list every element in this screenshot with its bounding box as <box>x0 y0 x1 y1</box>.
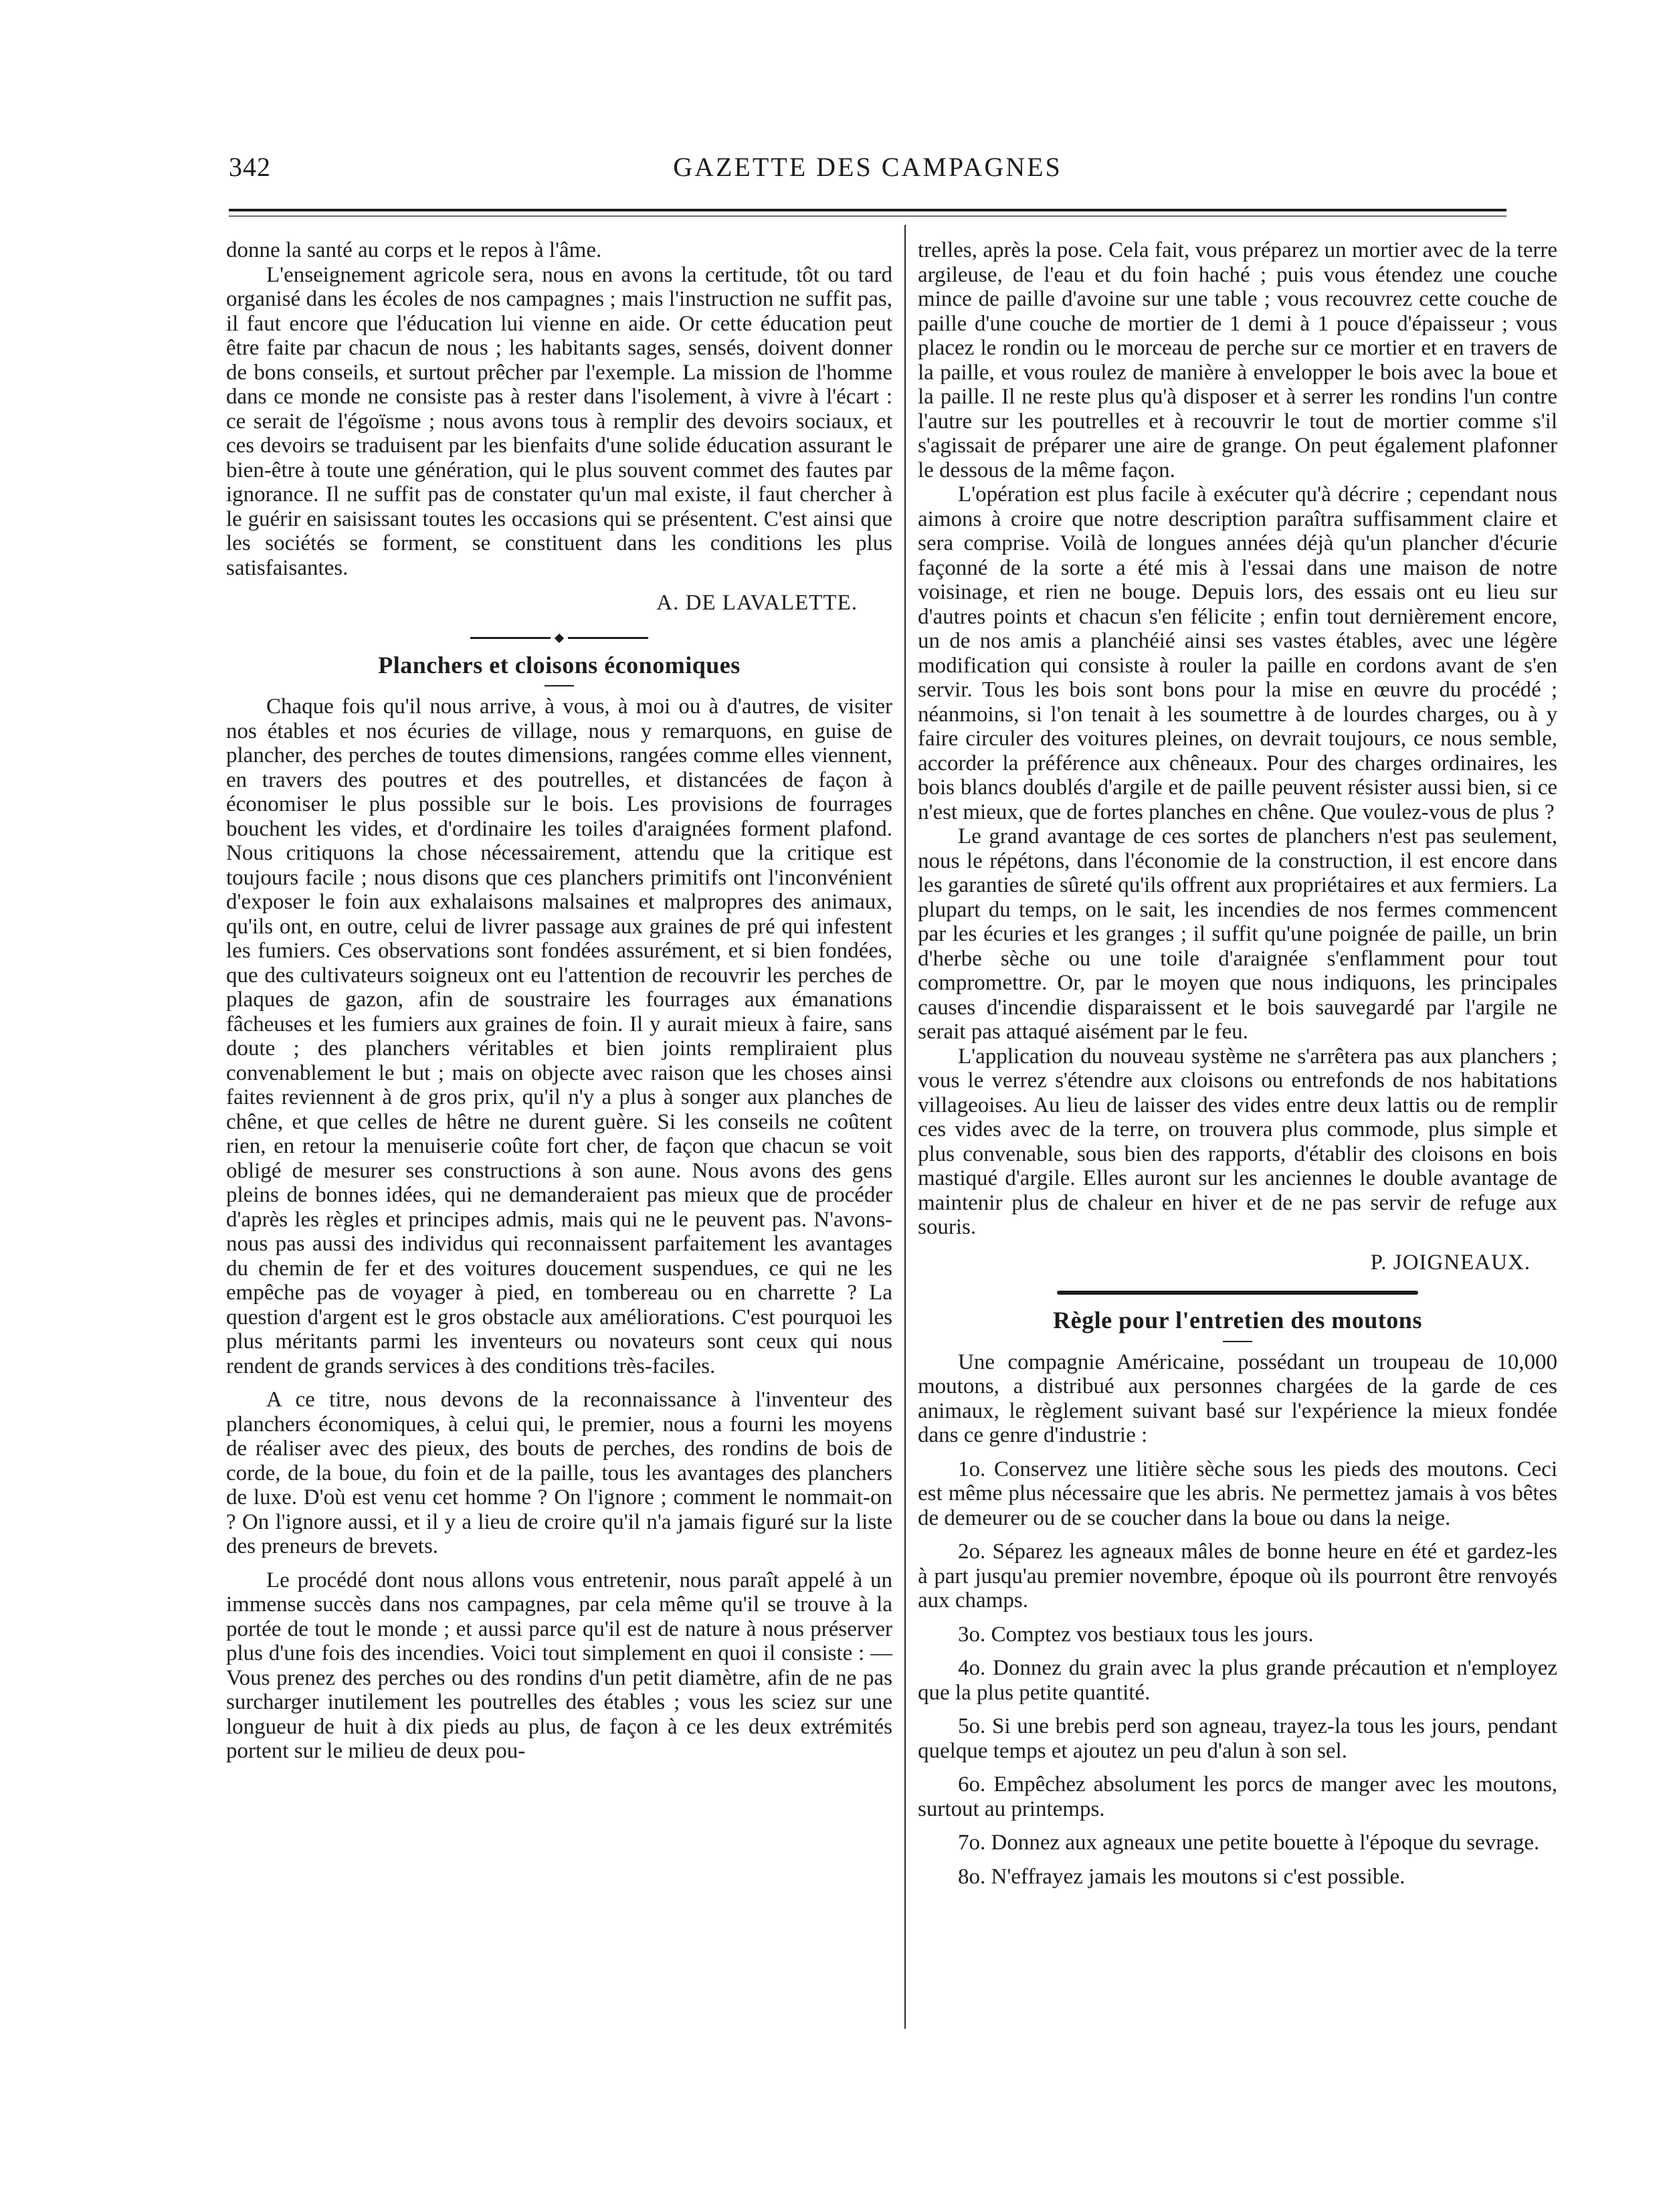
section-rule <box>1057 1291 1418 1295</box>
paragraph: Le procédé dont nous allons vous entretenir, nous paraît appelé à un immense succès dans nos campagnes, par cela même qu'il se trouve à la portée de tout le monde ; et aussi parce qu'il est de nature à nous préserver plus d'une fois des incendies. Voici tout simplement en quoi il consiste : — Vous prenez des perches ou des rondins d'un petit diamètre, afin de ne pas surcharger inutilement les poutrelles des étables ; vous les sciez sur une longueur de huit à dix pieds au plus, de façon à ce les deux extrémités portent sur le milieu de deux pou- <box>226 1568 892 1763</box>
rule-item: 1o. Conservez une litière sèche sous les pieds des moutons. Ceci est même plus nécessaire que les abris. Ne permettez jamais à vos bêtes de demeurer ou de se coucher dans la boue ou dans la neige. <box>918 1457 1557 1530</box>
section-ornament <box>226 633 892 644</box>
paragraph: A ce titre, nous devons de la reconnaissance à l'inventeur des planchers économiques, à celui qui, le premier, nous a fourni les moyens de réaliser avec des pieux, des bouts de perches, des rondins de bois de corde, de la boue, du foin et de la paille, tous les avantages des planchers de luxe. D'où est venu cet homme ? On l'ignore ; comment le nommait-on ? On l'ignore aussi, et il y a lieu de croire qu'il n'a jamais figuré sur la liste des preneurs de brevets. <box>226 1388 892 1558</box>
rule-item: 6o. Empêchez absolument les porcs de manger avec les moutons, surtout au printemps. <box>918 1772 1557 1821</box>
rule-item: 8o. N'effrayez jamais les moutons si c'est possible. <box>958 1864 1405 1889</box>
header-rule <box>229 209 1506 211</box>
paragraph: L'enseignement agricole sera, nous en avons la certitude, tôt ou tard organisé dans les écoles de nos campagnes ; mais l'instruction ne suffit pas, il faut encore que l'éducation lui vienne en aide. Or cette éducation peut être faite par chacun de nous ; les habitants sages, sensés, doivent donner de bons conseils, et surtout prêcher par l'exemple. La mission de l'homme dans ce monde ne consiste pas à rester dans l'isolement, à vivre à l'écart : ce serait de l'égoïsme ; nous avons tous à remplir des devoirs sociaux, et ces devoirs se traduisent par les bienfaits d'une solide éducation assurant le bien-être à toute une génération, qui le plus souvent commet des fautes par ignorance. Il ne suffit pas de constater qu'un mal existe, il faut chercher à le guérir en saisissant toutes les occasions qui se présentent. C'est ainsi que les sociétés se forment, se constituent dans les conditions les plus satisfaisantes. <box>226 262 892 580</box>
author-signature: A. DE LAVALETTE. <box>656 591 858 615</box>
page-header <box>229 151 1506 191</box>
rule-item: 5o. Si une brebis perd son agneau, trayez-la tous les jours, pendant quelque temps et ajoutez un peu d'alun à son sel. <box>918 1714 1557 1763</box>
rule-item: 2o. Séparez les agneaux mâles de bonne heure en été et gardez-les à part jusqu'au premier novembre, époque où ils pourront être renvoyés aux champs. <box>918 1540 1557 1612</box>
paragraph: Une compagnie Américaine, possédant un troupeau de 10,000 moutons, a distribué aux personnes chargées de la garde de ces animaux, le règlement suivant basé sur l'expérience la mieux fondée dans ce genre d'industrie : <box>918 1350 1557 1447</box>
paragraph: L'application du nouveau système ne s'arrêtera pas aux planchers ; vous le verrez s'étendre aux cloisons ou entrefonds de nos habitations villageoises. Au lieu de laisser des vides entre deux lattis ou de remplir ces vides avec de la terre, on trouvera plus commode, plus simple et plus convenable, sous bien des rapports, d'établir des cloisons en bois mastiqué d'argile. Elles auront sur les anciennes le double avantage de maintenir plus de chaleur en hiver et de ne pas servir de refuge aux souris. <box>918 1044 1557 1239</box>
right-column <box>918 238 1557 1889</box>
paragraph: L'opération est plus facile à exécuter qu'à décrire ; cependant nous aimons à croire que notre description paraîtra suffisamment claire et sera comprise. Voilà de longues années déjà qu'un plancher d'écurie façonné de la sorte a été mis à l'essai dans une maison de notre voisinage, et rien ne bouge. Depuis lors, des essais ont eu lieu sur d'autres points et chacun s'en félicite ; enfin tout dernièrement encore, un de nos amis a planchéié ainsi ses vastes étables, avec une légère modification qui consiste à rouler la paille en cordons avant de s'en servir. Tous les bois sont bons pour la mise en œuvre du procédé ; néanmoins, si l'on tenait à les soumettre à de lourdes charges, ou à y faire circuler des voitures pleines, on devrait toujours, ce nous semble, accorder la préférence aux chêneaux. Pour des charges ordinaires, les bois blancs doublés d'argile et de paille peuvent résister aussi bien, si ce n'est mieux, que de fortes planches en chêne. Que voulez-vous de plus ? <box>918 482 1557 824</box>
section-title: Planchers et cloisons économiques <box>378 651 741 678</box>
column-divider <box>904 225 906 2029</box>
left-column <box>226 238 892 1764</box>
running-title: GAZETTE DES CAMPAGNES <box>673 152 1062 182</box>
author-signature: P. JOIGNEAUX. <box>1370 1250 1531 1275</box>
header-rule-thin <box>229 215 1506 217</box>
rule-item: 3o. Comptez vos bestiaux tous les jours. <box>958 1622 1314 1647</box>
page-number: 342 <box>229 152 271 182</box>
paragraph: Le grand avantage de ces sortes de planchers n'est pas seulement, nous le répétons, dans l'économie de la construction, il est encore dans les garanties de sûreté qu'ils offrent aux propriétaires et aux fermiers. La plupart du temps, on le sait, les incendies de nos fermes commencent par les écuries et les granges ; il suffit qu'une poignée de paille, un brin d'herbe sèche ou une toile d'araignée s'enflamment pour tout compromettre. Or, par le moyen que nous indiquons, les principales causes d'incendie disparaissent et le bois sauvegardé par l'argile ne serait pas attaqué aisément par le feu. <box>918 824 1557 1044</box>
paragraph: Chaque fois qu'il nous arrive, à vous, à moi ou à d'autres, de visiter nos étables et nos écuries de village, nous y remarquons, en guise de plancher, des perches de toutes dimensions, rangées comme elles viennent, en travers des poutres et des poutrelles, et distancées de façon à économiser le plus possible sur le bois. Les provisions de fourrages bouchent les vides, et d'ordinaire les toiles d'araignées forment plafond. Nous critiquons la chose nécessairement, attendu que la critique est toujours facile ; nous disons que ces planchers primitifs ont l'inconvénient d'exposer le foin aux exhalaisons malsaines et malpropres des animaux, qu'ils ont, en outre, celui de livrer passage aux graines de pré qui infestent les fumiers. Ces observations sont fondées assurément, et si bien fondées, que des cultivateurs soigneux ont eu l'attention de recouvrir les perches de plaques de gazon, afin de soustraire les fourrages aux émanations fâcheuses et les fumiers aux graines de foin. Il y aurait mieux à faire, sans doute ; des planchers véritables et bien joints rempliraient plus convenablement le but ; mais on objecte avec raison que les choses ainsi faites reviennent à de gros prix, qu'il n'y a plus à songer aux planches de chêne, et que celles de hêtre ne durent guère. Si les conseils ne coûtent rien, en retour la menuiserie coûte fort cher, de façon que chacun se voit obligé de mesurer ses constructions à son aune. Nous avons des gens pleins de bonnes idées, qui ne demanderaient pas mieux que de procéder d'après les règles et principes admis, mais qui ne le peuvent pas. N'avons-nous pas aussi des individus qui reconnaissent parfaitement les avantages du chemin de fer et des voitures doucement suspendues, ce qui ne les empêche pas de voyager à pied, en tombereau ou en charrette ? La question d'argent est le gros obstacle aux améliorations. C'est pourquoi les plus méritants parmi les inventeurs ou novateurs sont ceux qui nous rendent de grands services à des conditions très-faciles. <box>226 695 892 1378</box>
rule-item: 7o. Donnez aux agneaux une petite bouette à l'époque du sevrage. <box>958 1831 1540 1855</box>
title-dash <box>1223 1341 1252 1342</box>
paragraph: donne la santé au corps et le repos à l'âme. <box>226 238 602 262</box>
section-title: Règle pour l'entretien des moutons <box>1053 1307 1422 1333</box>
title-dash <box>545 685 574 686</box>
paragraph: trelles, après la pose. Cela fait, vous préparez un mortier avec de la terre argileuse, de l'eau et du foin haché ; puis vous étendez une couche mince de paille d'avoine sur une table ; vous recouvrez cette couche de paille d'une couche de mortier de 1 demi à 1 pouce d'épaisseur ; vous placez le rondin ou le morceau de perche sur ce mortier et en travers de la paille, et vous roulez de manière à envelopper le bois avec la boue et la paille. Il ne reste plus qu'à disposer et à serrer les rondins l'un contre l'autre sur les poutrelles et à recouvrir le tout de mortier comme s'il s'agissait de préparer une aire de grange. On peut également plafonner le dessous de la même façon. <box>918 238 1557 482</box>
rule-item: 4o. Donnez du grain avec la plus grande précaution et n'employez que la plus petite quantité. <box>918 1656 1557 1705</box>
